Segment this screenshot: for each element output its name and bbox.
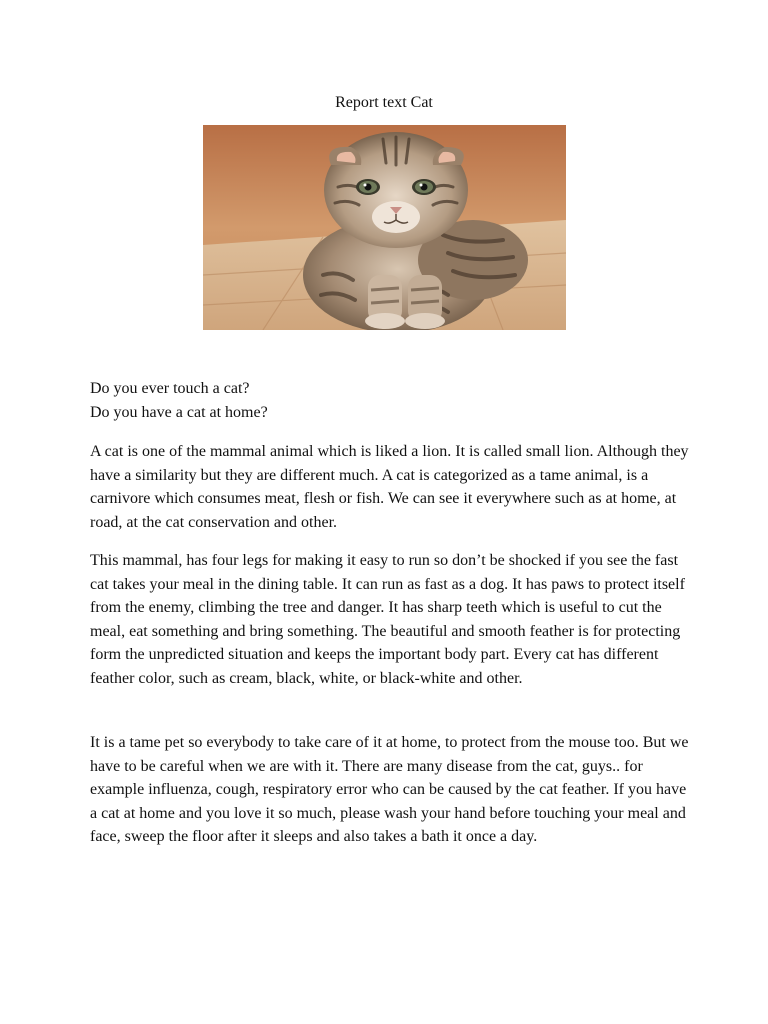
question-line: Do you ever touch a cat? [90, 380, 250, 397]
intro-questions [90, 377, 690, 424]
question-line: Do you have a cat at home? [90, 403, 268, 421]
document-title: Report text Cat [335, 94, 433, 111]
paragraph-definition: A cat is one of the mammal animal which is liked a lion. It is called small lion. Although they have a similarity but they are different much. A cat is categorized as a tame animal, is a carnivore which consumes meat, flesh or fish. We can see it everywhere such as at home, at road, at the cat conservation and other. [90, 443, 689, 531]
kitten-photo [203, 125, 566, 330]
paragraph-care: It is a tame pet so everybody to take care of it at home, to protect from the mouse too. But we have to be careful when we are with it. There are many disease from the cat, guys.. for example influenza, cough, respiratory error who can be caused by the cat feather. If you have a cat at home and you love it so much, please wash your hand before touching your meal and face, sweep the floor after it sleeps and also takes a bath it once a day. [90, 734, 689, 845]
paragraph-description: This mammal, has four legs for making it easy to run so don’t be shocked if you see the fast cat takes your meal in the dining table. It can run as fast as a dog. It has paws to protect itself from the enemy, climbing the tree and danger. It has sharp teeth which is useful to cut the meal, eat something and bring something. The beautiful and smooth feather is for protecting form the unpredicted situation and keeps the important body part. Every cat has different feather color, such as cream, black, white, or black-white and other. [90, 552, 685, 687]
